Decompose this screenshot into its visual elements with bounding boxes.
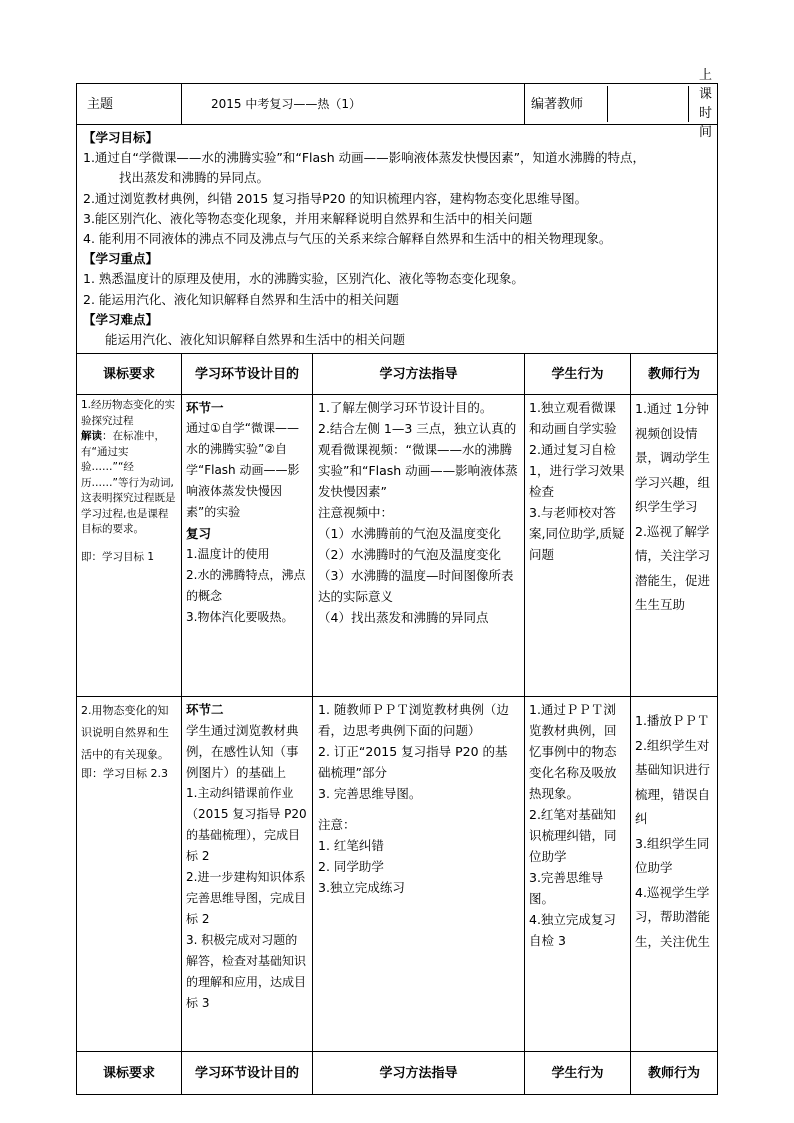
keypoint-2: 2. 能运用汽化、液化知识解释自然界和生活中的相关问题	[83, 291, 399, 307]
standard-text: 2.用物态变化的知识说明自然界和生活中的有关现象。	[81, 704, 169, 762]
objectives-title: 【学习目标】	[83, 130, 159, 145]
design-item: 1.主动纠错课前作业（2015 复习指导 P20 的基础梳理），完成目标 2	[186, 786, 307, 864]
design-text: 学生通过浏览教材典例，在感性认知（事例图片）的基础上	[186, 723, 299, 781]
student-item: 1.通过ＰＰＴ浏览教材典例，回忆事例中的物态变化名称及吸放热现象。	[529, 702, 617, 802]
student-item: 2.红笔对基础知识梳理纠错，同位助学	[529, 807, 617, 865]
method-item: （4）找出蒸发和沸腾的异同点	[318, 610, 489, 626]
difficulties-title: 【学习难点】	[83, 311, 159, 327]
goals-cell	[77, 125, 718, 354]
method-item: 注意：	[318, 817, 356, 833]
objective-1-cont: 找出蒸发和沸腾的异同点。	[119, 170, 270, 186]
design-item: 2.进一步建构知识体系完善思维导图，完成目标 2	[186, 870, 307, 927]
standard-note-label: 解读	[81, 430, 102, 443]
col-header-method: 学习方法指导	[313, 354, 525, 395]
method-item: 1. 随教师ＰＰＴ浏览教材典例（边看，边思考典例下面的问题）	[318, 702, 509, 739]
teacher-item: 2.巡视了解学情，关注学习潜能生，促进生生互助	[635, 523, 711, 613]
method-item: 注意视频中：	[318, 505, 394, 521]
design-subtitle: 复习	[186, 526, 212, 542]
design-title: 环节一	[186, 400, 224, 416]
objective-2: 2.通过浏览教材典例，纠错 2015 复习指导P20 的知识梳理内容，建构物态变化思维导图。	[83, 190, 588, 206]
footer-header-row	[77, 1052, 718, 1095]
method-cell	[313, 697, 525, 1052]
student-item: 2.通过复习自检 1，进行学习效果检查	[529, 442, 625, 500]
standard-ref: 即：学习目标 2.3	[81, 767, 168, 781]
standard-ref: 即：学习目标 1	[81, 550, 155, 563]
method-item: 1.了解左侧学习环节设计目的。	[318, 400, 493, 416]
design-item: 2.水的沸腾特点，沸点的概念	[186, 568, 306, 604]
method-item: （1）水沸腾前的气泡及温度变化	[318, 526, 501, 542]
teacher-item: 1.播放ＰＰＴ	[635, 713, 710, 729]
keypoints-title: 【学习重点】	[83, 251, 159, 267]
objective-4: 4. 能利用不同液体的沸点不同及沸点与气压的关系来综合解释自然界和生活中的相关物理现象。	[83, 231, 612, 247]
topic-value	[182, 84, 525, 125]
method-item: 1. 红笔纠错	[318, 838, 384, 854]
method-item: 2. 同学助学	[318, 859, 384, 875]
standard-cell	[77, 395, 182, 697]
design-text: 通过①自学“微课——水的沸腾实验”②自学“Flash 动画——影响液体蒸发快慢因素”的实验	[186, 421, 300, 520]
design-title: 环节二	[186, 702, 224, 718]
teacher-item: 3.组织学生同位助学	[635, 835, 710, 876]
table-row	[77, 697, 718, 1052]
design-cell	[182, 697, 313, 1052]
time-label: 上课时间	[699, 68, 713, 140]
student-item: 3.完善思维导图。	[529, 870, 604, 907]
method-item: 3.独立完成练习	[318, 880, 405, 896]
topic-label: 主题	[77, 84, 182, 125]
teacher-item: 2.组织学生对基础知识进行梳理，错误自纠	[635, 737, 711, 827]
teacher-item: 4.巡视学生学习，帮助潜能生，关注优生	[635, 884, 711, 949]
design-item: 1.温度计的使用	[186, 547, 270, 562]
standard-note-text: ：在标准中，有“通过实验……”“经历……”等行为动词,这表明探究过程既是学习过程,也是课程目标的要求。	[81, 430, 176, 536]
footer-header-method: 学习方法指导	[313, 1052, 525, 1095]
objective-3: 3.能区别汽化、液化等物态变化现象，并用来解释说明自然界和生活中的相关问题	[83, 210, 533, 226]
footer-header-student: 学生行为	[525, 1052, 631, 1095]
difficulty-1: 能运用汽化、液化知识解释自然界和生活中的相关问题	[105, 332, 406, 348]
student-item: 3.与老师校对答案,同位助学,质疑问题	[529, 505, 625, 563]
method-item: （3）水沸腾的温度—时间图像所表达的实际意义	[318, 568, 514, 605]
design-item: 3. 积极完成对习题的解答，检查对基础知识的理解和应用，达成目标 3	[186, 933, 307, 1011]
method-item: 2. 订正“2015 复习指导 P20 的基础梳理”部分	[318, 744, 508, 781]
table-row	[77, 395, 718, 697]
teacher-label: 编著教师	[525, 86, 608, 122]
design-cell	[182, 395, 313, 697]
student-cell	[525, 697, 631, 1052]
col-header-standard: 课标要求	[77, 354, 182, 395]
teacher-value	[608, 86, 689, 122]
student-item: 4.独立完成复习自检 3	[529, 912, 616, 949]
lesson-plan-document	[76, 68, 717, 1095]
objective-1: 1.通过自“学微课——水的沸腾实验”和“Flash 动画——影响液体蒸发快慢因素”，知道水沸腾的特点，	[83, 150, 646, 166]
method-item: 3. 完善思维导图。	[318, 786, 422, 802]
method-cell	[313, 395, 525, 697]
col-header-teacher: 教师行为	[631, 354, 718, 395]
topic-text: 2015 中考复习——热（1）	[211, 96, 361, 111]
column-header-row	[77, 354, 718, 395]
method-item: （2）水沸腾时的气泡及温度变化	[318, 547, 501, 563]
teacher-cell	[631, 395, 718, 697]
header-row	[77, 84, 718, 125]
standard-cell	[77, 697, 182, 1052]
col-header-student: 学生行为	[525, 354, 631, 395]
student-item: 1.独立观看微课和动画自学实验	[529, 400, 617, 437]
col-header-design: 学习环节设计目的	[182, 354, 313, 395]
footer-header-teacher: 教师行为	[631, 1052, 718, 1095]
teacher-time-cell	[525, 68, 718, 140]
teacher-cell	[631, 697, 718, 1052]
lesson-plan-table	[76, 68, 718, 1095]
keypoint-1: 1. 熟悉温度计的原理及使用，水的沸腾实验，区别汽化、液化等物态变化现象。	[83, 271, 524, 287]
student-cell	[525, 395, 631, 697]
footer-header-design: 学习环节设计目的	[182, 1052, 313, 1095]
goals-row	[77, 125, 718, 354]
footer-header-standard: 课标要求	[77, 1052, 182, 1095]
design-item: 3.物体汽化要吸热。	[186, 610, 294, 625]
teacher-item: 1.通过 1分钟视频创设情景，调动学生学习兴趣，组织学生学习	[635, 401, 711, 515]
method-item: 2.结合左侧 1—3 三点，独立认真的观看微课视频：“微课——水的沸腾实验”和“Flash 动画——影响液体蒸发快慢因素”	[318, 421, 518, 500]
standard-text: 1.经历物态变化的实验探究过程	[81, 399, 176, 427]
